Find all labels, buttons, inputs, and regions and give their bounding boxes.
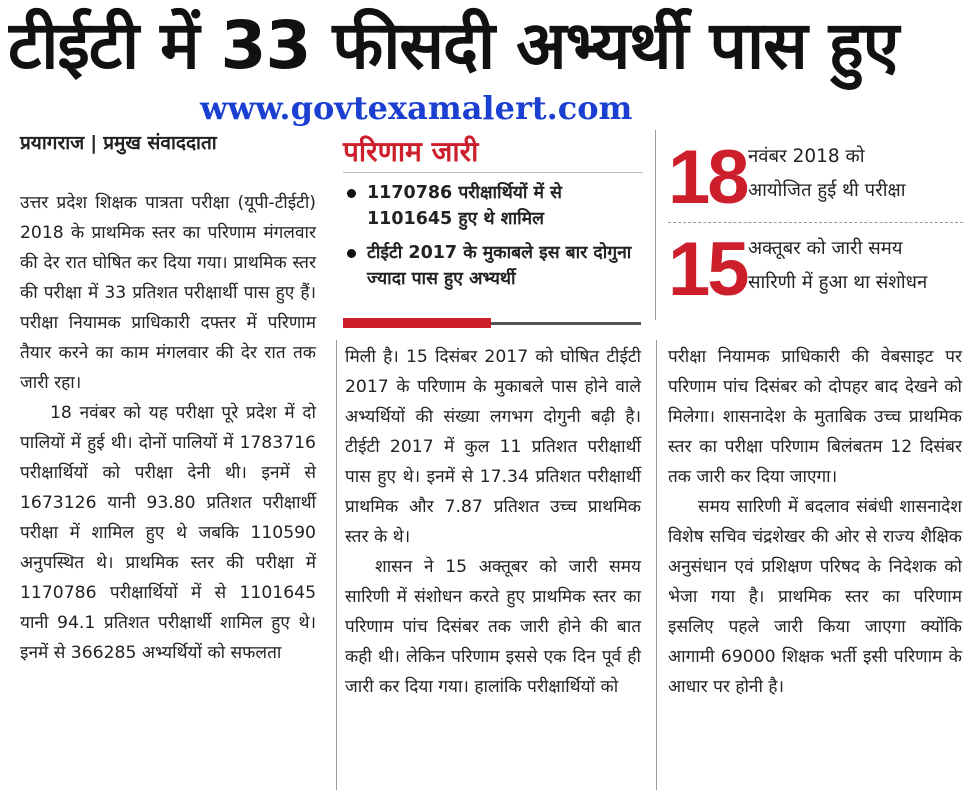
article-paragraph: मिली है। 15 दिसंबर 2017 को घोषित टीईटी 2017 के परिणाम के मुकाबले पास होने वाले अभ्यर्थियों की संख्या लगभग दोगुनी बढ़ी है। टीईटी 2017 में कुल 11 प्रतिशत परीक्षार्थी पास हुए थे। इनमें से 17.34 प्रतिशत परीक्षार्थी प्राथमिक और 7.87 प्रतिशत उच्च प्राथमिक स्तर के थे। xyxy=(345,347,641,547)
article-paragraph: समय सारिणी में बदलाव संबंधी शासनादेश विशेष सचिव चंद्रशेखर की ओर से राज्य शैक्षिक अनुसंधान एवं प्रशिक्षण परिषद के निदेशक को भेजा गया है। प्राथमिक स्तर का परिणाम इसलिए पहले जारी किया जाएगा क्योंकि आगामी 69000 शिक्षक भर्ती इसी परिणाम के आधार पर होनी है। xyxy=(668,497,962,697)
byline-separator: | xyxy=(90,132,98,154)
bullet-dot-icon xyxy=(347,249,356,258)
article-paragraph: शासन ने 15 अक्तूबर को जारी समय सारिणी में संशोधन करते हुए प्राथमिक स्तर का परिणाम पांच दिसंबर तक जारी होने की बात कही थी। लेकिन परिणाम इससे एक दिन पूर्व ही जारी कर दिया गया। हालांकि परीक्षार्थियों को xyxy=(345,557,641,697)
stat-number: 18 xyxy=(668,135,747,220)
infobox-divider xyxy=(343,172,643,173)
infobox-grey-bar xyxy=(491,322,641,325)
stat-number: 15 xyxy=(668,227,747,312)
bullet-dot-icon xyxy=(347,189,356,198)
infobox-bullet-list xyxy=(343,180,643,300)
byline xyxy=(20,128,340,158)
stat-text-line: सारिणी में हुआ था संशोधन xyxy=(748,272,928,293)
stat-block xyxy=(668,220,968,320)
article-paragraph: 18 नवंबर को यह परीक्षा पूरे प्रदेश में दो पालियों में हुई थी। दोनों पालियों में 1783716 परीक्षार्थियों को परीक्षा देनी थी। इनमें से 1673126 यानी 93.80 प्रतिशत परीक्षार्थी परीक्षा में शामिल हुए थे जबकि 110590 अनुपस्थित थे। प्राथमिक स्तर की परीक्षा में 1170786 परीक्षार्थियों में से 1101645 यानी 94.1 प्रतिशत परीक्षार्थी शामिल हुए थे। इनमें से 366285 अभ्यर्थियों को सफलता xyxy=(20,403,316,663)
stat-text-line: आयोजित हुई थी परीक्षा xyxy=(748,180,906,201)
sidebar-divider xyxy=(655,130,656,320)
column-divider xyxy=(656,340,657,790)
headline: टीईटी में 33 फीसदी अभ्यर्थी पास हुए xyxy=(8,7,899,84)
article-paragraph: उत्तर प्रदेश शिक्षक पात्रता परीक्षा (यूपी-टीईटी) 2018 के प्राथमिक स्तर का परिणाम मंगलवार की देर रात घोषित कर दिया गया। प्राथमिक स्तर की परीक्षा में 33 प्रतिशत परीक्षार्थी पास हुए हैं। परीक्षा नियामक प्राधिकारी दफ्तर में परिणाम तैयार करने का काम मंगलवार की देर रात तक जारी रहा। xyxy=(20,193,316,393)
infobox-bullet xyxy=(343,240,643,292)
stat-text xyxy=(748,232,963,300)
infobox-bullet xyxy=(343,180,643,232)
watermark-url: www.govtexamalert.com xyxy=(200,89,633,127)
infobox-bullet-text: टीईटी 2017 के मुकाबले इस बार दोगुना ज्यादा पास हुए अभ्यर्थी xyxy=(367,243,632,289)
article-paragraph: परीक्षा नियामक प्राधिकारी की वेबसाइट पर परिणाम पांच दिसंबर को दोपहर बाद देखने को मिलेगा। शासनादेश के मुताबिक उच्च प्राथमिक स्तर का परीक्षा परिणाम बिलंबतम 12 दिसंबर तक जारी कर दिया जाएगा। xyxy=(668,347,962,487)
stat-text-line: नवंबर 2018 को xyxy=(748,146,865,167)
byline-place: प्रयागराज xyxy=(20,132,85,154)
infobox-bullet-text: 1170786 परीक्षार्थियों में से 1101645 हुए थे शामिल xyxy=(367,183,562,229)
article-column-3 xyxy=(668,342,962,788)
infobox-title: परिणाम जारी xyxy=(343,135,479,168)
stat-text-line: अक्तूबर को जारी समय xyxy=(748,238,903,259)
stat-block xyxy=(668,128,968,228)
byline-author: प्रमुख संवाददाता xyxy=(103,132,217,154)
article-column-1 xyxy=(20,188,316,788)
infobox-red-bar xyxy=(343,318,491,328)
article-column-2 xyxy=(345,342,641,788)
stat-text xyxy=(748,140,963,208)
column-divider xyxy=(336,340,337,790)
